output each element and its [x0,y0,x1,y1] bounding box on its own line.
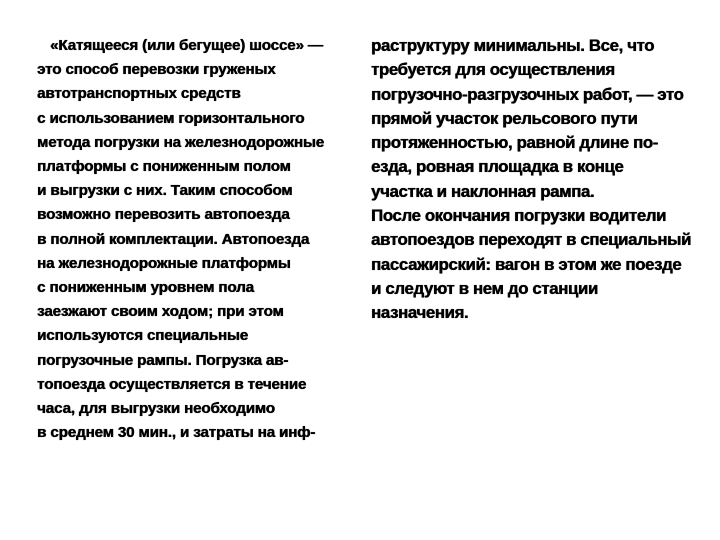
text-line: назначения. [371,303,469,323]
text-line: и следуют в нем до станции [371,278,598,298]
text-line: с использованием горизонтального [37,109,305,127]
left-text-column [37,34,355,445]
text-line: в полной комплектации. Автопоезда [37,230,310,248]
text-line: требуется для осуществления [371,60,615,80]
text-line: автопоездов переходят в специальный [371,230,691,250]
text-line: После окончания погрузки водители [371,206,666,226]
text-line: раструктуру минимальны. Все, что [371,36,655,55]
text-line: в среднем 30 мин., и затраты на инф- [37,424,316,442]
text-line: прямой участок рельсового пути [371,108,638,128]
text-line: на железнодорожные платформы [37,254,291,272]
text-line: платформы с пониженным полом [37,158,291,176]
right-text-column [371,34,701,326]
text-line: участка и наклонная рампа. [371,181,595,201]
text-line: езда, ровная площадка в конце [371,157,624,177]
text-line: метода погрузки на железнодорожные [37,133,324,151]
text-line: заезжают своим ходом; при этом [37,303,284,321]
text-line: и выгрузки с них. Таким способом [37,182,293,200]
text-line: автотранспортных средств [37,85,241,103]
text-line: протяженностью, равной длине по- [371,133,658,153]
text-line: с пониженным уровнем пола [37,279,254,297]
text-line: погрузочно-разгрузочных работ, — это [371,84,684,104]
text-line: «Катящееся (или бегущее) шоссе» — [50,37,323,54]
text-line: возможно перевозить автопоезда [37,206,290,224]
text-line: часа, для выгрузки необходимо [37,400,275,418]
text-line: это способ перевозки груженых [37,61,276,79]
text-line: пассажирский: вагон в этом же поезде [371,254,682,274]
text-line: погрузочные рампы. Погрузка ав- [37,351,289,369]
text-line: топоезда осуществляется в течение [37,375,307,393]
text-line: используются специальные [37,327,248,345]
